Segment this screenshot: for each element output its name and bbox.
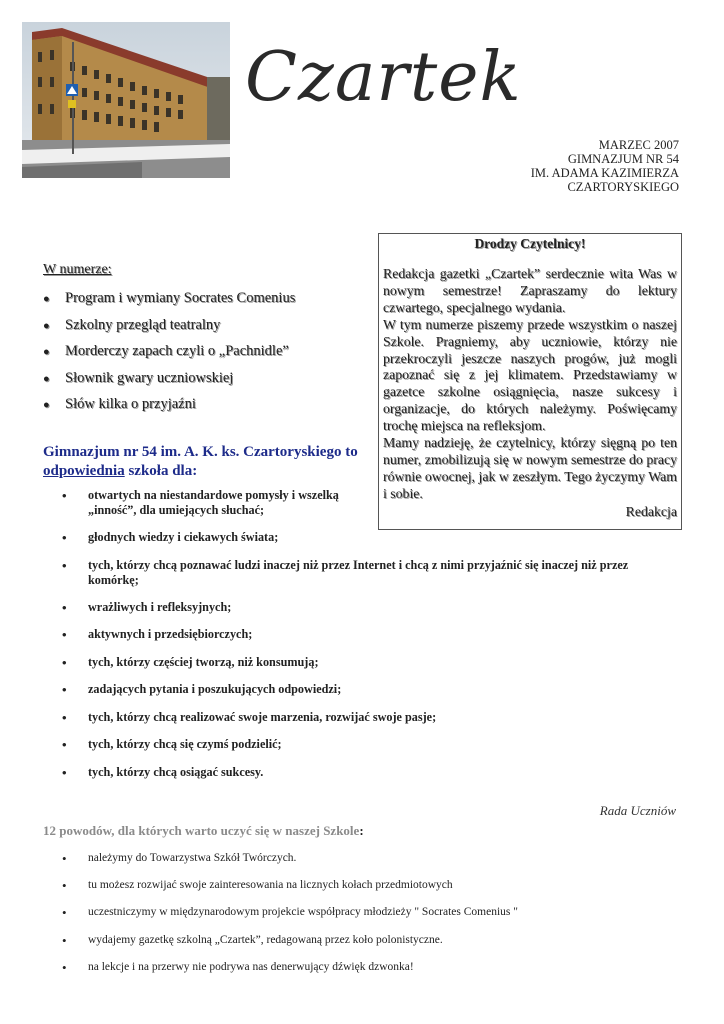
list-item: • głodnych wiedzy i ciekawych świata; (62, 530, 672, 558)
letter-paragraph: Redakcja gazetki „Czartek” serdecznie wita Was w nowym semestrze! Zapraszamy do lektury czwartego, specjalnego wydania. (383, 266, 677, 315)
school-patron-line-1: IM. ADAMA KAZIMIERZA (530, 166, 679, 180)
list-item: • tych, którzy chcą realizować swoje marzenia, rozwijać swoje pasje; (62, 710, 672, 738)
school-name-line: GIMNAZJUM NR 54 (567, 152, 679, 166)
school-heading-text: Gimnazjum nr 54 im. A. K. ks. Czartoryskiego to (43, 444, 358, 460)
masthead (531, 138, 679, 194)
reasons-heading (43, 823, 364, 839)
list-item: • tych, którzy częściej tworzą, niż konsumują; (62, 655, 672, 683)
contents-list (43, 290, 295, 423)
list-item: • otwartych na niestandardowe pomysły i wszelką „inność”, dla umiejących słuchać; (62, 488, 343, 530)
list-item: • wydajemy gazetkę szkolną „Czartek”, redagowaną przez koło polonistyczne. (62, 933, 682, 960)
newspaper-title: Czartek (245, 38, 522, 117)
letter-body (383, 266, 677, 503)
list-item: ● Morderczy zapach czyli o „Pachnidle” (43, 343, 295, 370)
student-council-signature: Rada Uczniów (599, 803, 676, 818)
school-heading-text-end: szkoła dla: (124, 463, 198, 479)
issue-date: MARZEC 2007 (598, 138, 679, 152)
list-item: ● Szkolny przegląd teatralny (43, 317, 295, 344)
school-patron-line-2: CZARTORYSKIEGO (567, 180, 679, 194)
school-qualities-list (62, 488, 672, 792)
reasons-heading-colon: : (359, 823, 364, 838)
school-heading-link[interactable]: odpowiednia (43, 463, 125, 479)
list-item: • aktywnych i przedsiębiorczych; (62, 627, 672, 655)
reasons-heading-text: 12 powodów, dla których warto uczyć się w naszej Szkole (43, 823, 360, 838)
list-item: • należymy do Towarzystwa Szkół Twórczych. (62, 851, 682, 878)
list-item: • tych, którzy chcą poznawać ludzi inaczej niż przez Internet i chcą z nimi przyjaźnić się inaczej niż przez komórkę; (62, 558, 672, 600)
editorial-letter-box (378, 233, 682, 530)
list-item: ● Słów kilka o przyjaźni (43, 396, 295, 423)
letter-signature: Redakcja (625, 503, 677, 519)
list-item: ● Słownik gwary uczniowskiej (43, 370, 295, 397)
list-item: • zadających pytania i poszukujących odpowiedzi; (62, 682, 672, 710)
list-item: • na lekcje i na przerwy nie podrywa nas denerwujący dźwięk dzwonka! (62, 960, 682, 987)
list-item: • tych, którzy chcą się czymś podzielić; (62, 737, 672, 765)
list-item: • tu możesz rozwijać swoje zainteresowania na licznych kołach przedmiotowych (62, 878, 682, 905)
list-item: • tych, którzy chcą osiągać sukcesy. (62, 765, 672, 793)
school-building-photo (22, 22, 230, 178)
list-item: • uczestniczymy w międzynarodowym projekcie współpracy młodzieży " Socrates Comenius " (62, 905, 682, 932)
contents-title: W numerze: (43, 262, 112, 277)
reasons-list (62, 851, 682, 987)
list-item: ● Program i wymiany Socrates Comenius (43, 290, 295, 317)
school-heading (43, 443, 363, 481)
list-item: • wrażliwych i refleksyjnych; (62, 600, 672, 628)
letter-paragraph: W tym numerze piszemy przede wszystkim o naszej Szkole. Pragniemy, aby uczniowie, którzy nie przekroczyli jeszcze naszych progów, już mogli zapoznać się z jej klimatem. Przedstawiamy w gazetce szkolne osiągnięcia, nasze sukcesy i organizacje, do których należymy. Poświęcamy trochę miejsca na refleksjom. (383, 316, 677, 434)
letter-paragraph: Mamy nadzieję, że czytelnicy, którzy sięgną po ten numer, zmobilizują się w nowym semestrze do pracy równie owocnej, jak w zeszłym. Tego życzymy Wam i sobie. (383, 435, 677, 501)
letter-title: Drodzy Czytelnicy! (474, 236, 586, 251)
